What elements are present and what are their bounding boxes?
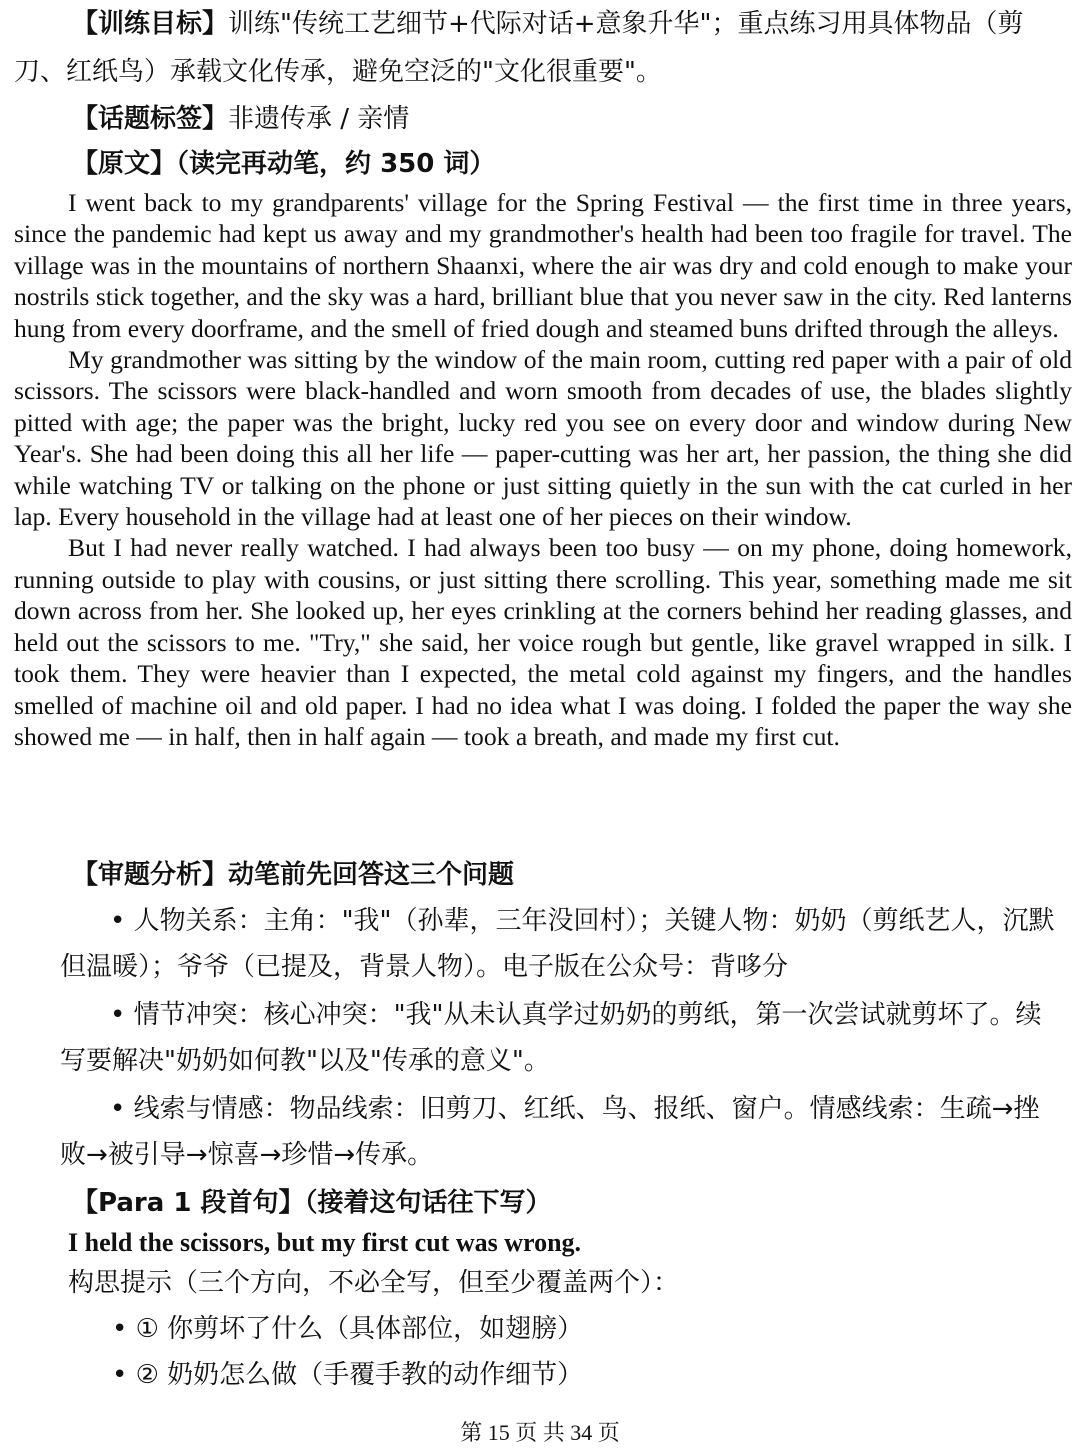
original-text-heading <box>72 141 495 187</box>
analysis-text: 动笔前先回答这三个问题 <box>228 860 515 890</box>
story-paragraph-3: But I had never really watched. I had always been too busy — on my phone, doing homework, running outside to play with cousins, or just sitting there scrolling. This year, something made me sit down across from her. She looked up, her eyes crinkling at the corners behind her reading glasses, and held out the scissors to me. "Try," she said, her voice rough but gentle, like gravel wrapped in silk. I took them. They were heavier than I expected, the metal cold against my fingers, and the handles smelled of machine oil and old paper. I had no idea what I was doing. I folded the paper the way she showed me — in half, then in half again — took a breath, and made my first cut. <box>14 533 1072 751</box>
training-goal <box>14 0 1066 96</box>
topic-tags-label: 【话题标签】 <box>72 104 229 134</box>
hint-item-1: • ① 你剪坏了什么（具体部位，如翅膀） <box>112 1314 584 1344</box>
para1-note: （接着这句话往下写） <box>304 1188 552 1218</box>
analysis-bullet-conflict: • 情节冲突：核心冲突："我"从未认真学过奶奶的剪纸，第一次尝试就剪坏了。续写要解决"奶奶如何教"以及"传承的意义"。 <box>60 1000 1042 1076</box>
analysis-heading <box>72 852 514 898</box>
topic-tags-text: 非遗传承 / 亲情 <box>228 104 410 134</box>
original-label: 【原文】 <box>72 149 177 179</box>
para1-heading <box>72 1180 551 1226</box>
page-number: 第 15 页 共 34 页 <box>460 1420 620 1445</box>
para1-label: 【Para 1 段首句】 <box>72 1188 305 1218</box>
story-text <box>14 187 1072 752</box>
para1-first-sentence: I held the scissors, but my first cut was wrong. <box>68 1228 582 1257</box>
original-note: （读完再动笔，约 350 词） <box>176 149 496 179</box>
training-goal-text: 训练"传统工艺细节+代际对话+意象升华"；重点练习用具体物品（剪刀、红纸鸟）承载文化传承，避免空泛的"文化很重要"。 <box>14 9 1024 87</box>
training-goal-label: 【训练目标】 <box>72 9 229 39</box>
hint-item-2: • ② 奶奶怎么做（手覆手教的动作细节） <box>112 1360 584 1390</box>
story-paragraph-2: My grandmother was sitting by the window of the main room, cutting red paper with a pair of old scissors. The scissors were black-handled and worn smooth from decades of use, the blades slightly pitted with age; the paper was the bright, lucky red you see on every door and window during New Year's. She had been doing this all her life — paper-cutting was her art, her passion, the thing she did while watching TV or talking on the phone or just sitting quietly in the sun with the cat curled in her lap. Every household in the village had at least one of her pieces on their window. <box>14 345 1072 532</box>
story-paragraph-1: I went back to my grandparents' village for the Spring Festival — the first time in three years, since the pandemic had kept us away and my grandmother's health had been too fragile for travel. The village was in the mountains of northern Shaanxi, where the air was dry and cold enough to make your nostrils stick together, and the sky was a hard, brilliant blue that you never saw in the city. Red lanterns hung from every doorframe, and the smell of fried dough and steamed buns drifted through the alleys. <box>14 188 1072 343</box>
topic-tags <box>72 96 409 142</box>
analysis-label: 【审题分析】 <box>72 860 229 890</box>
analysis-bullet-clues: • 线索与情感：物品线索：旧剪刀、红纸、鸟、报纸、窗户。情感线索：生疏→挫败→被引导→惊喜→珍惜→传承。 <box>60 1094 1040 1170</box>
analysis-bullet-characters: • 人物关系：主角："我"（孙辈，三年没回村）；关键人物：奶奶（剪纸艺人，沉默但温暖）；爷爷（已提及，背景人物）。电子版在公众号：背哆分 <box>60 906 1055 982</box>
writing-hint: 构思提示（三个方向，不必全写，但至少覆盖两个）： <box>68 1268 680 1298</box>
